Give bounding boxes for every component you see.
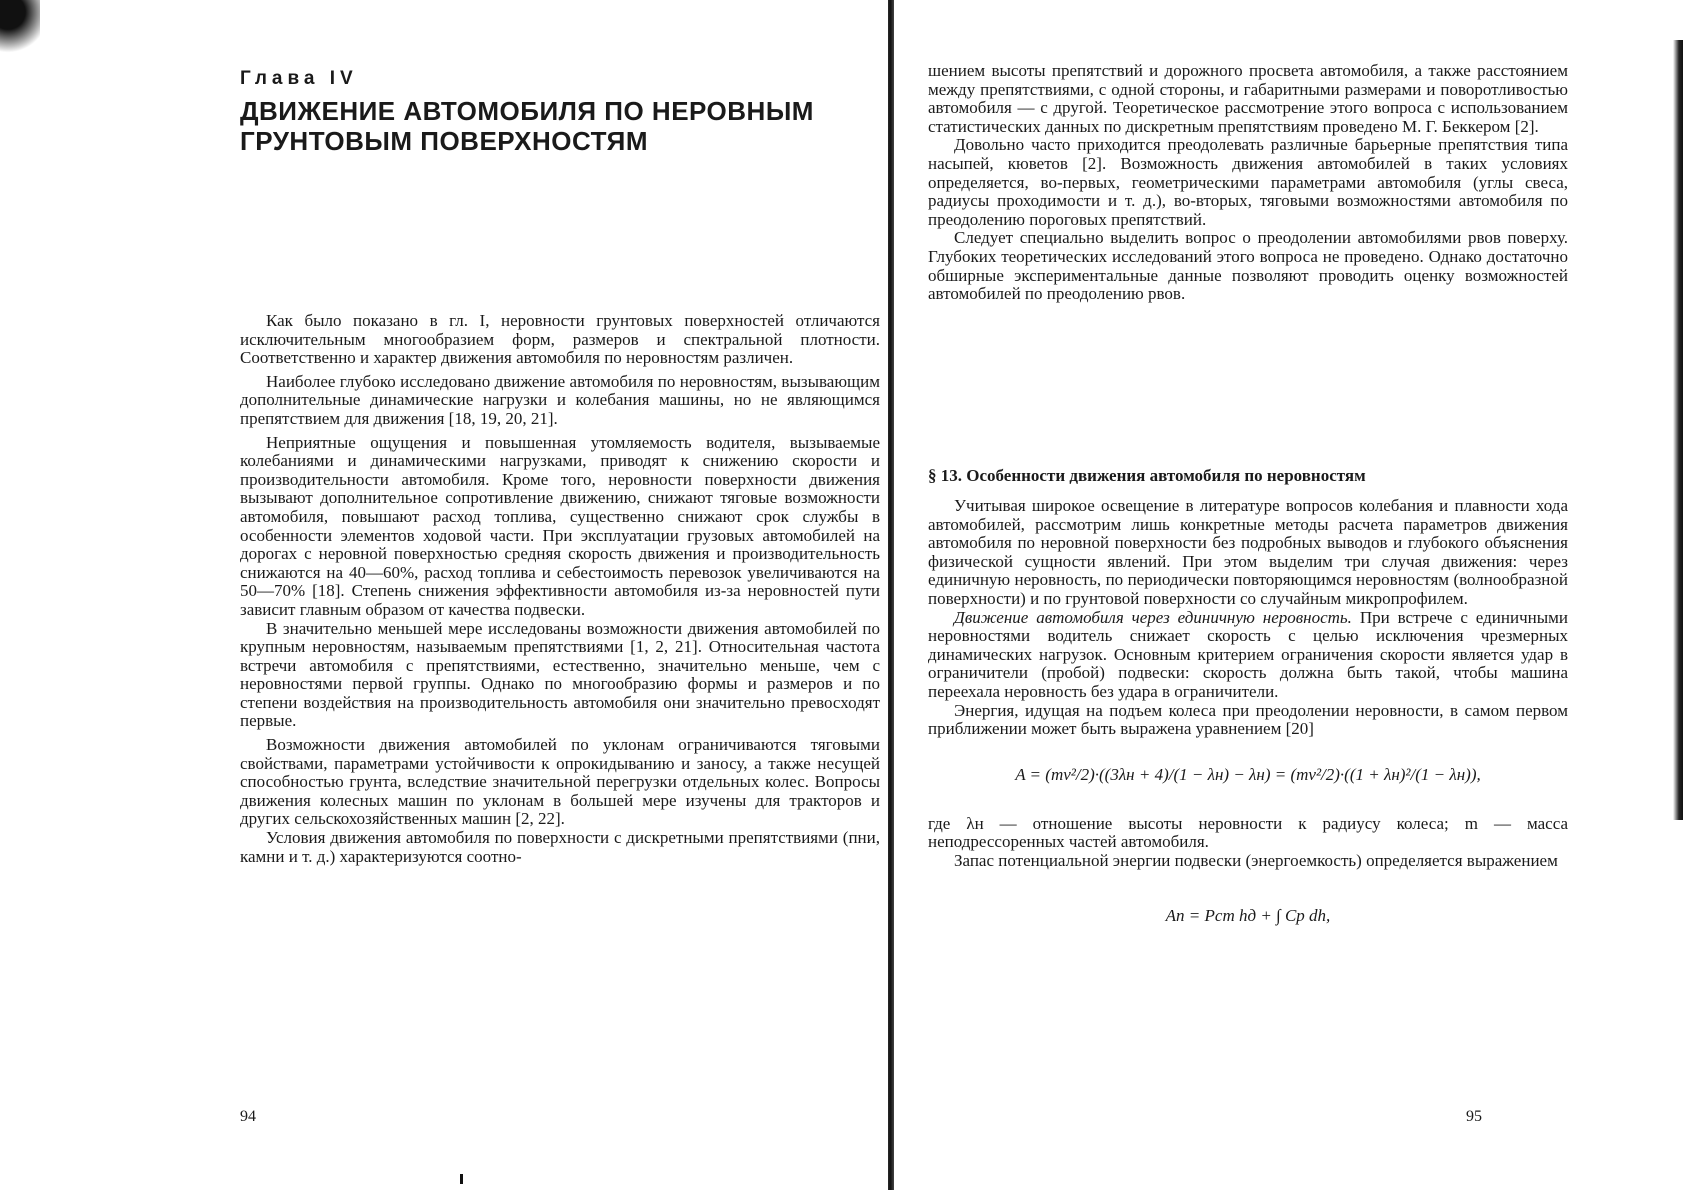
- energy-formula: A = (mv²/2)·((3λн + 4)/(1 − λн) − λн) = (mv²/2)·((1 + λн)²/(1 − λн)),: [1015, 764, 1481, 784]
- paragraph: Наиболее глубоко исследовано движение автомобиля по неровностям, вызывающим дополнительные динамические нагрузки и колебания машины, но не являющимся препятствием для движения [18, 19, 20, 21].: [240, 371, 880, 428]
- chapter-label: Глава IV: [240, 68, 358, 89]
- paragraph: Учитывая широкое освещение в литературе вопросов колебания и плавности хода автомобилей, рассмотрим лишь конкретные методы расчета параметров движения автомобиля по неровной поверхности без подробных выводов и глубокого объяснения физической сущности явлений. При этом выделим три случая движения: через единичную неровность, по периодически повторяющимся неровностям (волнообразной поверхности) и по грунтовой поверхности со случайным микропрофилем.: [928, 496, 1568, 608]
- paragraph-text: При встрече с единичными неровностями водитель снижает скорость с целью исключения чрезмерных динамических нагрузок. Основным критерием ограничения скорости является удар в ограничители (пробой) подвески: скорость должна быть такой, чтобы машина переехала неровность без удара в ограничители.: [928, 607, 1568, 701]
- scan-edge-shadow: [1673, 40, 1683, 820]
- right-body-text-section: [928, 497, 1568, 949]
- chapter-title: ДВИЖЕНИЕ АВТОМОБИЛЯ ПО НЕРОВНЫМ ГРУНТОВЫМ ПОВЕРХНОСТЯМ: [240, 96, 814, 156]
- paragraph: где λн — отношение высоты неровности к радиусу колеса; m — масса неподрессоренных частей автомобиля.: [928, 813, 1568, 852]
- paragraph: Энергия, идущая на подъем колеса при преодолении неровности, в самом первом приближении может быть выражена уравнением [20]: [928, 700, 1568, 739]
- paragraph: Следует специально выделить вопрос о преодолении автомобилями рвов поверху. Глубоких теоретических исследований этого вопроса не проведено. Однако достаточно обширные экспериментальные данные позволяют проводить оценку возможностей автомобилей по преодолению рвов.: [928, 228, 1568, 304]
- paragraph: Неприятные ощущения и повышенная утомляемость водителя, вызываемые колебаниями и динамическими нагрузками, приводят к снижению скорости и производительности автомобиля. Кроме того, неровности поверхности движения вызывают дополнительное сопротивление движению, снижают тяговые возможности автомобиля, повышают расход топлива, существенно снижают срок службы в особенности элементов ходовой части. При эксплуатации грузовых автомобилей на дорогах с неровной поверхностью средняя скорость движения и производительность снижаются на 40—60%, расход топлива и себестоимость перевозок увеличиваются на 50—70% [18]. Степень снижения эффективности автомобиля из-за неровностей пути зависит главным образом от качества подвески.: [240, 432, 880, 619]
- paragraph: Довольно часто приходится преодолевать различные барьерные препятствия типа насыпей, кюветов [2]. Возможность движения автомобилей в таких условиях определяется, во-первых, геометрическими параметрами автомобиля (углы свеса, радиусы проходимости и т. д.), во-вторых, тяговыми возможностями автомобиля по преодолению пороговых препятствий.: [928, 135, 1568, 229]
- right-page: [928, 0, 1578, 1190]
- paragraph: Возможности движения автомобилей по уклонам ограничиваются тяговыми свойствами, параметрами устойчивости к опрокидыванию и заносу, а также несущей способностью грунта, вследствие значительной перегрузки отдельных колес. Вопросы движения колесных машин по уклонам в большей мере изучены для тракторов и других сельскохозяйственных машин [2, 22].: [240, 735, 880, 829]
- left-page: [240, 0, 890, 1190]
- page-number: 95: [1466, 1108, 1482, 1125]
- right-body-text-top: [928, 62, 1568, 304]
- section-heading: § 13. Особенности движения автомобиля по неровностям: [928, 466, 1366, 485]
- page-number: 94: [240, 1108, 256, 1125]
- paragraph: Условия движения автомобиля по поверхности с дискретными препятствиями (пни, камни и т. д.) характеризуются соотно-: [240, 828, 880, 866]
- paragraph: Запас потенциальной энергии подвески (энергоемкость) определяется выражением: [954, 850, 1558, 870]
- energy-capacity-formula: Aп = Pст hд + ∫ Cр dh,: [1165, 905, 1331, 925]
- paragraph: шением высоты препятствий и дорожного просвета автомобиля, а также расстоянием между препятствиями, с одной стороны, и габаритными размерами и поворотливостью автомобиля — с другой. Теоретическое рассмотрение этого вопроса с использованием статистических данных по дискретным препятствиям проведено М. Г. Беккером [2].: [928, 61, 1568, 136]
- scan-edge-mark: [0, 0, 40, 60]
- paragraph: Как было показано в гл. I, неровности грунтовых поверхностей отличаются исключительным многообразием форм, размеров и спектральной плотности. Соответственно и характер движения автомобиля по неровностям различен.: [240, 311, 880, 368]
- left-body-text: [240, 312, 880, 866]
- paragraph: [928, 609, 1568, 702]
- paragraph: В значительно меньшей мере исследованы возможности движения автомобилей по крупным неровностям, называемым препятствиями [1, 2, 21]. Относительная частота встречи автомобиля с препятствиями, естественно, значительно меньше, чем с неровностями первой группы. Однако по многообразию формы и размеров и по степени воздействия на производительность автомобиля они значительно превосходят первые.: [240, 618, 880, 731]
- italic-run-in-heading: Движение автомобиля через единичную неровность.: [954, 607, 1352, 627]
